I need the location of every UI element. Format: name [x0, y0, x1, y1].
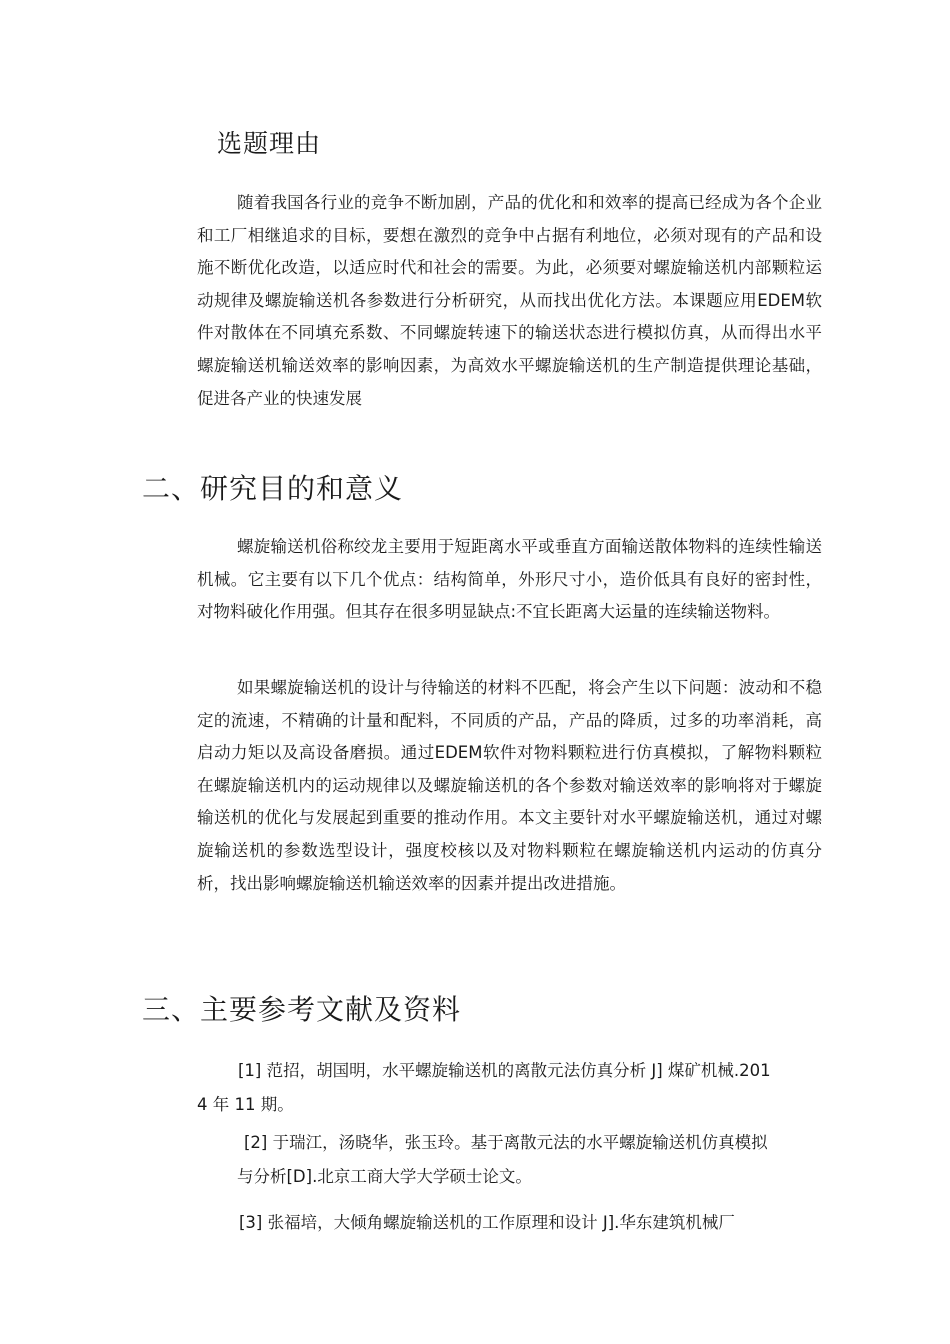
paragraph-purpose-2: 如果螺旋输送机的设计与待输送的材料不匹配，将会产生以下问题：波动和不稳定的流速，不精确的计量和配料，不同质的产品，产品的降质，过多的功率消耗，高启动力矩以及高设备磨损。通过EDEM软件对物料颗粒进行仿真模拟，了解物料颗粒在螺旋输送机内的运动规律以及螺旋输送机的各个参数对输送效率的影响将对于螺旋输送机的优化与发展起到重要的推动作用。本文主要针对水平螺旋输送机，通过对螺旋输送机的参数选型设计，强度校核以及对物料颗粒在螺旋输送机内运动的仿真分析，找出影响螺旋输送机输送效率的因素并提出改进措施。 [197, 678, 822, 893]
paragraph-purpose-1: 螺旋输送机俗称绞龙主要用于短距离水平或垂直方面输送散体物料的连续性输送机械。它主要有以下几个优点：结构简单，外形尺寸小，造价低具有良好的密封性，对物料破化作用强。但其存在很多明显缺点:不宜长距离大运量的连续输送物料。 [197, 537, 822, 622]
section-heading-purpose: 二、研究目的和意义 [142, 472, 404, 505]
reference-2-line-1: [2] 于瑞江，汤晓华，张玉玲。基于离散元法的水平螺旋输送机仿真模拟 [244, 1133, 768, 1152]
paragraph-topic-reason: 随着我国各行业的竞争不断加剧，产品的优化和和效率的提高已经成为各个企业和工厂相继追求的目标，要想在激烈的竞争中占据有利地位，必须对现有的产品和设施不断优化改造，以适应时代和社会的需要。为此，必须要对螺旋输送机内部颗粒运动规律及螺旋输送机各参数进行分析研究，从而找出优化方法。本课题应用EDEM软件对散体在不同填充系数、不同螺旋转速下的输送状态进行模拟仿真，从而得出水平螺旋输送机输送效率的影响因素，为高效水平螺旋输送机的生产制造提供理论基础，促进各产业的快速发展 [197, 193, 822, 408]
reference-1-line-1: [1] 范招，胡国明，水平螺旋输送机的离散元法仿真分析 J] 煤矿机械.201 [238, 1061, 771, 1080]
reference-2-line-2: 与分析[D].北京工商大学大学硕士论文。 [237, 1167, 532, 1186]
reference-3-line-1: [3] 张福培，大倾角螺旋输送机的工作原理和设计 J].华东建筑机械厂 [239, 1213, 735, 1232]
section-heading-references: 三、主要参考文献及资料 [142, 993, 462, 1026]
section-heading-topic-reason: 选题理由 [217, 129, 322, 158]
reference-1-line-2: 4 年 11 期。 [197, 1095, 294, 1114]
